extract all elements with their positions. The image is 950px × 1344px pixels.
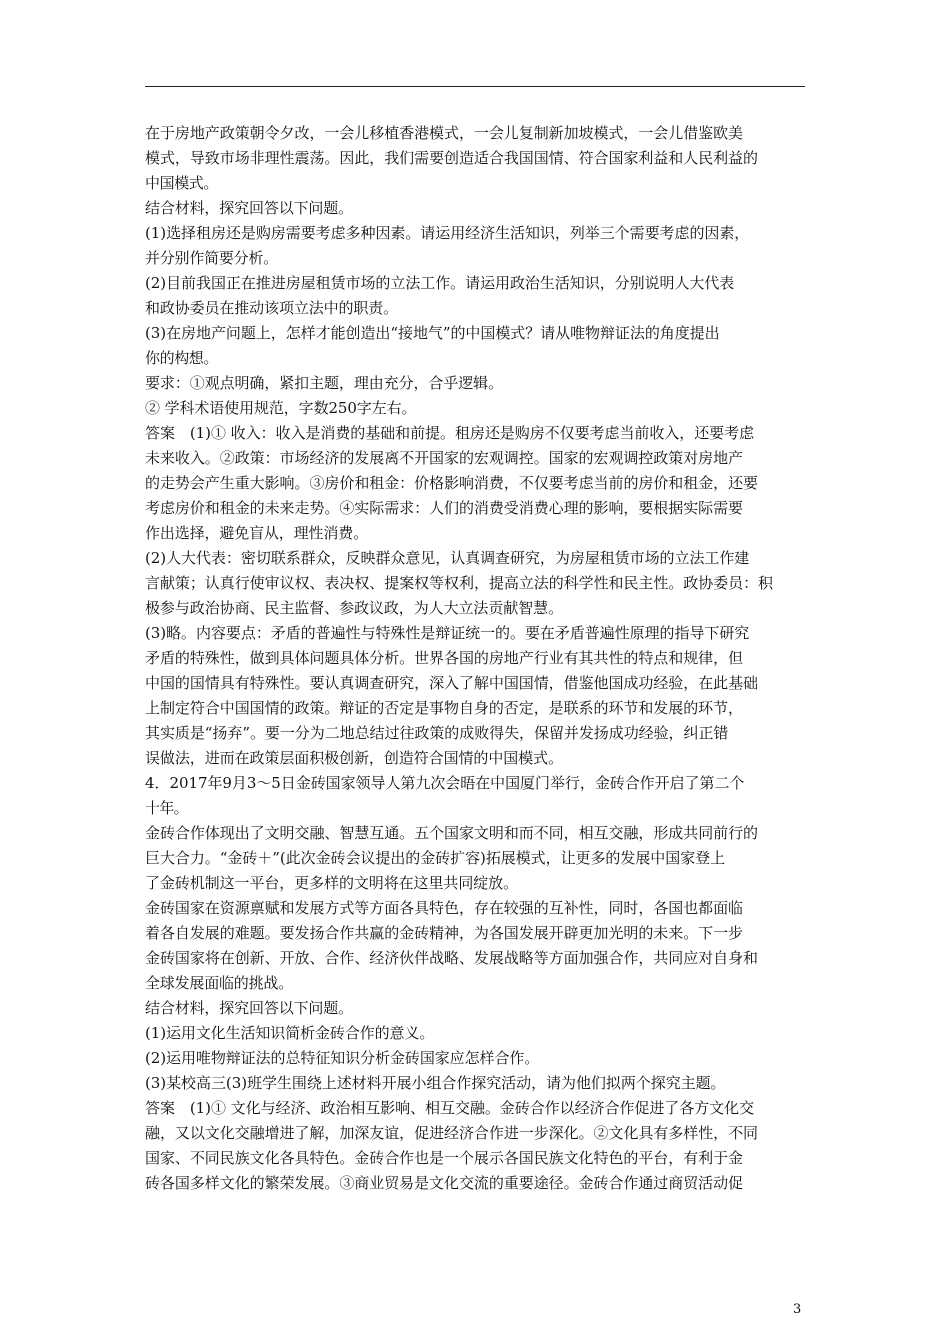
- text-line: 并分别作简要分析。: [145, 249, 279, 267]
- text-line: 金砖国家在资源禀赋和发展方式等方面各具特色，存在较强的互补性，同时，各国也都面临: [145, 899, 744, 917]
- document-body: [145, 121, 807, 1196]
- text-line: 结合材料，探究回答以下问题。: [145, 999, 354, 1017]
- text-line: 答案 (1)① 文化与经济、政治相互影响、相互交融。金砖合作以经济合作促进了各方文化交: [145, 1099, 755, 1117]
- text-line: 未来收入。②政策：市场经济的发展离不开国家的宏观调控。国家的宏观调控政策对房地产: [145, 449, 744, 467]
- text-line: (3)略。内容要点：矛盾的普遍性与特殊性是辩证统一的。要在矛盾普遍性原理的指导下研究: [145, 624, 750, 642]
- text-line: ② 学科术语使用规范，字数250字左右。: [145, 399, 417, 417]
- text-line: (2)目前我国正在推进房屋租赁市场的立法工作。请运用政治生活知识，分别说明人大代表: [145, 274, 735, 292]
- text-line: 在于房地产政策朝令夕改，一会儿移植香港模式，一会儿复制新加坡模式，一会儿借鉴欧美: [145, 124, 744, 142]
- text-line: (2)运用唯物辩证法的总特征知识分析金砖国家应怎样合作。: [145, 1049, 540, 1067]
- text-line: 和政协委员在推动该项立法中的职责。: [145, 299, 399, 317]
- text-line: 金砖国家将在创新、开放、合作、经济伙伴战略、发展战略等方面加强合作，共同应对自身和: [145, 949, 759, 967]
- text-line: (3)某校高三(3)班学生围绕上述材料开展小组合作探究活动，请为他们拟两个探究主题。: [145, 1074, 726, 1092]
- text-line: 国家、不同民族文化各具特色。金砖合作也是一个展示各国民族文化特色的平台，有利于金: [145, 1149, 744, 1167]
- text-line: (2)人大代表：密切联系群众，反映群众意见，认真调查研究，为房屋租赁市场的立法工作建: [145, 549, 750, 567]
- text-line: 着各自发展的难题。要发扬合作共赢的金砖精神，为各国发展开辟更加光明的未来。下一步: [145, 924, 744, 942]
- text-line: 言献策；认真行使审议权、表决权、提案权等权利，提高立法的科学性和民主性。政协委员：积: [145, 574, 774, 592]
- text-line: 砖各国多样文化的繁荣发展。③商业贸易是文化交流的重要途径。金砖合作通过商贸活动促: [145, 1174, 744, 1192]
- text-line: 矛盾的特殊性，做到具体问题具体分析。世界各国的房地产行业有其共性的特点和规律，但: [145, 649, 744, 667]
- text-line: 全球发展面临的挑战。: [145, 974, 294, 992]
- text-line: 巨大合力。“金砖＋”(此次金砖会议提出的金砖扩容)拓展模式，让更多的发展中国家登上: [145, 849, 726, 867]
- text-line: (1)选择租房还是购房需要考虑多种因素。请运用经济生活知识，列举三个需要考虑的因素，: [145, 224, 750, 242]
- text-line: 极参与政治协商、民主监督、参政议政，为人大立法贡献智慧。: [145, 599, 564, 617]
- text-line: 金砖合作体现出了文明交融、智慧互通。五个国家文明和而不同，相互交融，形成共同前行的: [145, 824, 759, 842]
- header-rule: [145, 86, 805, 87]
- text-line: 4．2017年9月3～5日金砖国家领导人第九次会晤在中国厦门举行，金砖合作开启了第二个: [145, 774, 745, 792]
- text-line: 考虑房价和租金的未来走势。④实际需求：人们的消费受消费心理的影响，要根据实际需要: [145, 499, 744, 517]
- text-line: 其实质是“扬弃”。要一分为二地总结过往政策的成败得失，保留并发扬成功经验，纠正错: [145, 724, 729, 742]
- text-line: 误做法，进而在政策层面积极创新，创造符合国情的中国模式。: [145, 749, 564, 767]
- text-line: 作出选择，避免盲从，理性消费。: [145, 524, 369, 542]
- text-line: 要求：①观点明确，紧扣主题，理由充分，合乎逻辑。: [145, 374, 504, 392]
- text-line: 上制定符合中国国情的政策。辩证的否定是事物自身的否定，是联系的环节和发展的环节，: [145, 699, 744, 717]
- text-line: 结合材料，探究回答以下问题。: [145, 199, 354, 217]
- text-line: (3)在房地产问题上，怎样才能创造出“接地气”的中国模式？请从唯物辩证法的角度提出: [145, 324, 720, 342]
- text-line: 中国的国情具有特殊性。要认真调查研究，深入了解中国国情，借鉴他国成功经验，在此基础: [145, 674, 759, 692]
- text-line: (1)运用文化生活知识简析金砖合作的意义。: [145, 1024, 435, 1042]
- text-line: 中国模式。: [145, 174, 219, 192]
- text-line: 答案 (1)① 收入：收入是消费的基础和前提。租房还是购房不仅要考虑当前收入，还要考虑: [145, 424, 755, 442]
- page-number: 3: [793, 1302, 802, 1317]
- text-line: 模式，导致市场非理性震荡。因此，我们需要创造适合我国国情、符合国家利益和人民利益的: [145, 149, 759, 167]
- text-line: 十年。: [145, 799, 189, 817]
- text-line: 你的构想。: [145, 349, 219, 367]
- text-line: 融，又以文化交融增进了解，加深友谊，促进经济合作进一步深化。②文化具有多样性，不同: [145, 1124, 759, 1142]
- text-line: 了金砖机制这一平台，更多样的文明将在这里共同绽放。: [145, 874, 519, 892]
- text-line: 的走势会产生重大影响。③房价和租金：价格影响消费，不仅要考虑当前的房价和租金，还要: [145, 474, 759, 492]
